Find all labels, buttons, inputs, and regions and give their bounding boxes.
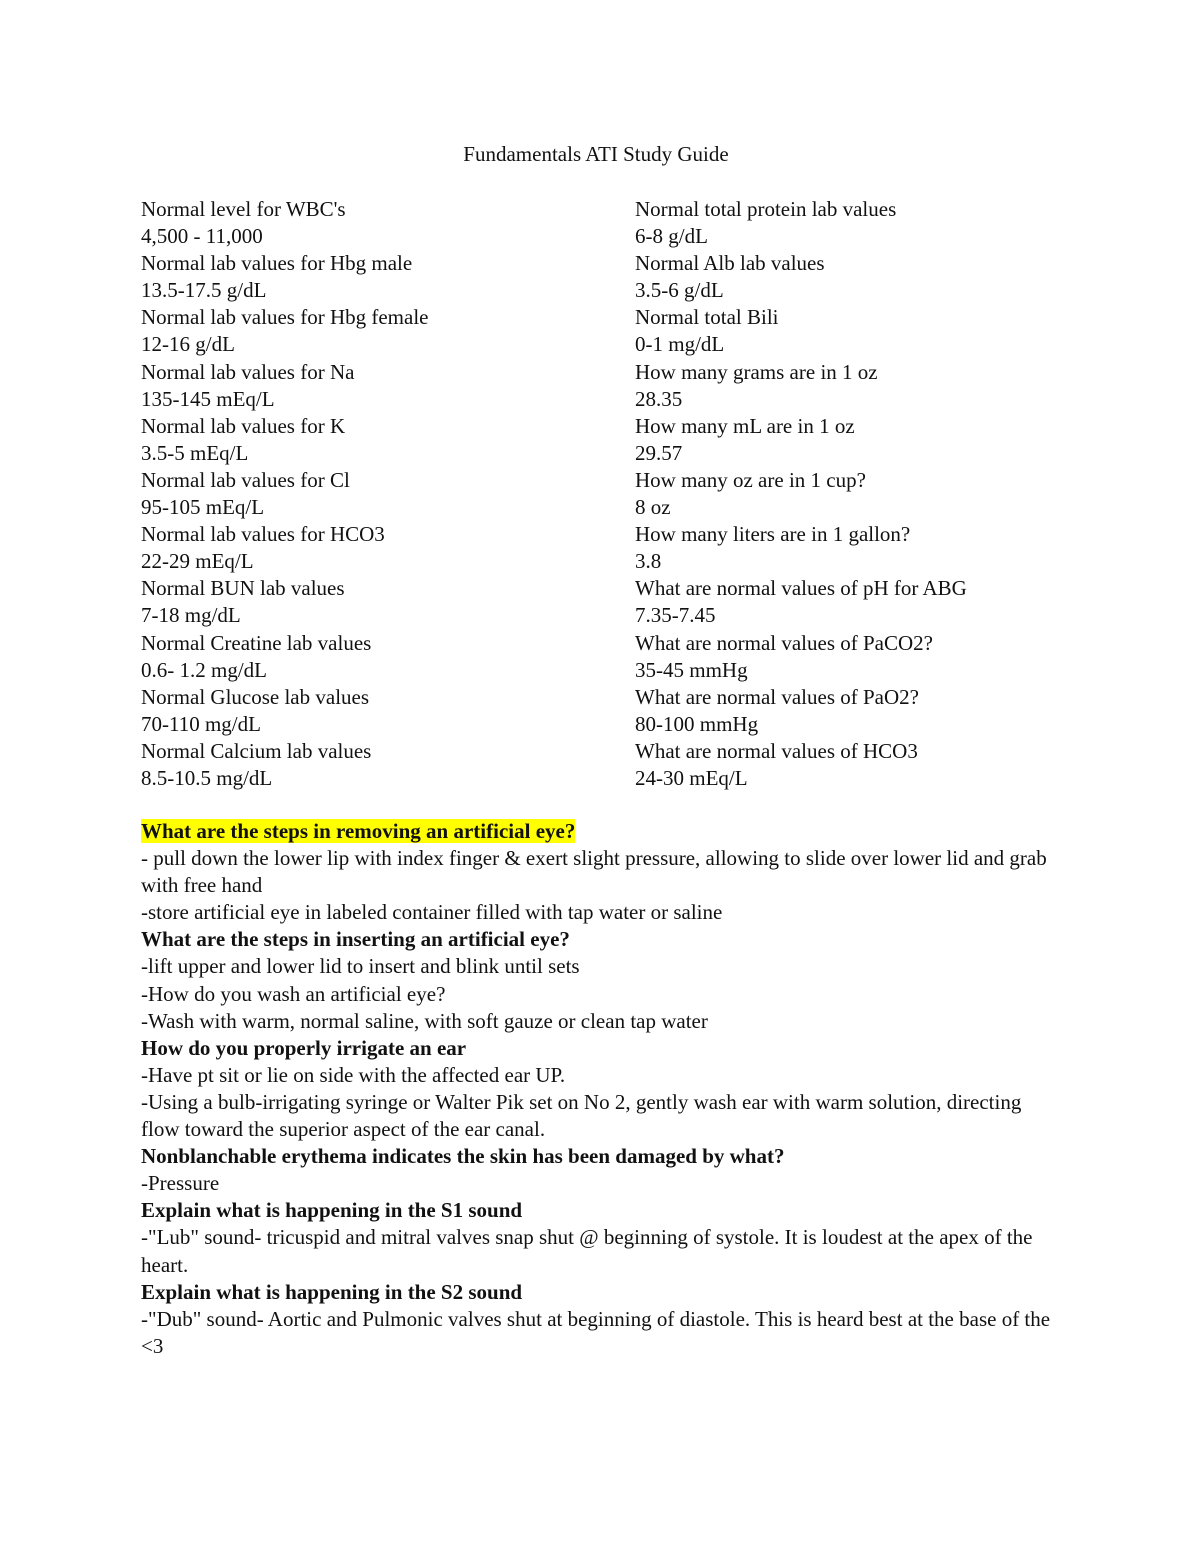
- answer-text: - pull down the lower lip with index finger & exert slight pressure, allowing to slide over lower lid and grab with free hand: [141, 846, 1047, 898]
- lab-label: Normal lab values for HCO3: [141, 522, 385, 547]
- lab-label: Normal lab values for K: [141, 413, 346, 438]
- lab-label: Normal Glucose lab values: [141, 684, 370, 709]
- lab-value: 7-18 mg/dL: [141, 603, 241, 628]
- answer-text: -"Dub" sound- Aortic and Pulmonic valves shut at beginning of diastole. This is heard best at the base of the <3: [141, 1306, 1051, 1358]
- question-heading: Explain what is happening in the S1 sound: [141, 1198, 523, 1223]
- lab-value: 95-105 mEq/L: [141, 495, 265, 520]
- lab-value: 0.6- 1.2 mg/dL: [141, 657, 267, 682]
- abg-answer: 35-45 mmHg: [635, 657, 748, 682]
- answer-text: -store artificial eye in labeled container filled with tap water or saline: [141, 900, 723, 925]
- abg-answer: 7.35-7.45: [635, 603, 716, 628]
- lab-label: Normal lab values for Hbg female: [141, 305, 429, 330]
- question-heading: How do you properly irrigate an ear: [141, 1035, 467, 1060]
- abg-answer: 24-30 mEq/L: [635, 765, 748, 790]
- lab-value: 4,500 - 11,000: [141, 224, 263, 249]
- lab-value: 0-1 mg/dL: [635, 332, 725, 357]
- lab-label: Normal BUN lab values: [141, 576, 345, 601]
- lab-label: Normal total protein lab values: [635, 197, 897, 221]
- abg-question: What are normal values of HCO3: [635, 738, 918, 763]
- conversion-question: How many mL are in 1 oz: [635, 413, 855, 438]
- conversion-question: How many grams are in 1 oz: [635, 359, 878, 384]
- question-heading: Nonblanchable erythema indicates the skin has been damaged by what?: [141, 1144, 785, 1169]
- page-title: Fundamentals ATI Study Guide: [463, 142, 729, 166]
- lab-label: Normal lab values for Cl: [141, 467, 350, 492]
- lab-label: Normal lab values for Na: [141, 359, 355, 384]
- conversion-answer: 3.8: [635, 549, 662, 574]
- lab-value: 13.5-17.5 g/dL: [141, 278, 267, 303]
- question-heading: [141, 818, 1061, 845]
- conversion-question: How many liters are in 1 gallon?: [635, 522, 911, 547]
- conversion-question: How many oz are in 1 cup?: [635, 467, 866, 492]
- question-heading: What are the steps in inserting an artificial eye?: [141, 927, 570, 952]
- conversion-answer: 28.35: [635, 386, 683, 411]
- answer-text: -Have pt sit or lie on side with the affected ear UP.: [141, 1062, 566, 1087]
- abg-question: What are normal values of pH for ABG: [635, 576, 967, 601]
- right-lab-values-column: [635, 196, 1105, 792]
- lab-label: Normal total Bili: [635, 305, 779, 330]
- conversion-answer: 29.57: [635, 440, 683, 465]
- lab-value: 3.5-6 g/dL: [635, 278, 724, 303]
- question-heading: Explain what is happening in the S2 sound: [141, 1279, 523, 1304]
- lab-value: 3.5-5 mEq/L: [141, 440, 249, 465]
- answer-text: -Pressure: [141, 1171, 220, 1196]
- questions-section: [141, 818, 1061, 1360]
- lab-value: 6-8 g/dL: [635, 224, 708, 249]
- lab-value: 22-29 mEq/L: [141, 549, 254, 574]
- conversion-answer: 8 oz: [635, 495, 671, 520]
- lab-value: 70-110 mg/dL: [141, 711, 261, 736]
- abg-answer: 80-100 mmHg: [635, 711, 759, 736]
- lab-label: Normal level for WBC's: [141, 197, 346, 221]
- answer-text: -"Lub" sound- tricuspid and mitral valves snap shut @ beginning of systole. It is loudest at the apex of the heart.: [141, 1225, 1033, 1277]
- abg-question: What are normal values of PaCO2?: [635, 630, 933, 655]
- lab-label: Normal Calcium lab values: [141, 738, 372, 763]
- answer-text: -Using a bulb-irrigating syringe or Walter Pik set on No 2, gently wash ear with warm solution, directing flow toward the superior aspect of the ear canal.: [141, 1089, 1022, 1142]
- left-lab-values-column: [141, 196, 611, 792]
- abg-question: What are normal values of PaO2?: [635, 684, 919, 709]
- lab-label: Normal lab values for Hbg male: [141, 251, 413, 276]
- lab-value: 8.5-10.5 mg/dL: [141, 765, 273, 790]
- lab-label: Normal Alb lab values: [635, 251, 825, 276]
- highlighted-question: What are the steps in removing an artificial eye?: [141, 819, 576, 843]
- answer-text: -How do you wash an artificial eye?: [141, 981, 446, 1006]
- lab-value: 12-16 g/dL: [141, 332, 235, 357]
- answer-text: -lift upper and lower lid to insert and blink until sets: [141, 954, 580, 979]
- lab-label: Normal Creatine lab values: [141, 630, 372, 655]
- lab-value: 135-145 mEq/L: [141, 386, 275, 411]
- answer-text: -Wash with warm, normal saline, with soft gauze or clean tap water: [141, 1008, 708, 1033]
